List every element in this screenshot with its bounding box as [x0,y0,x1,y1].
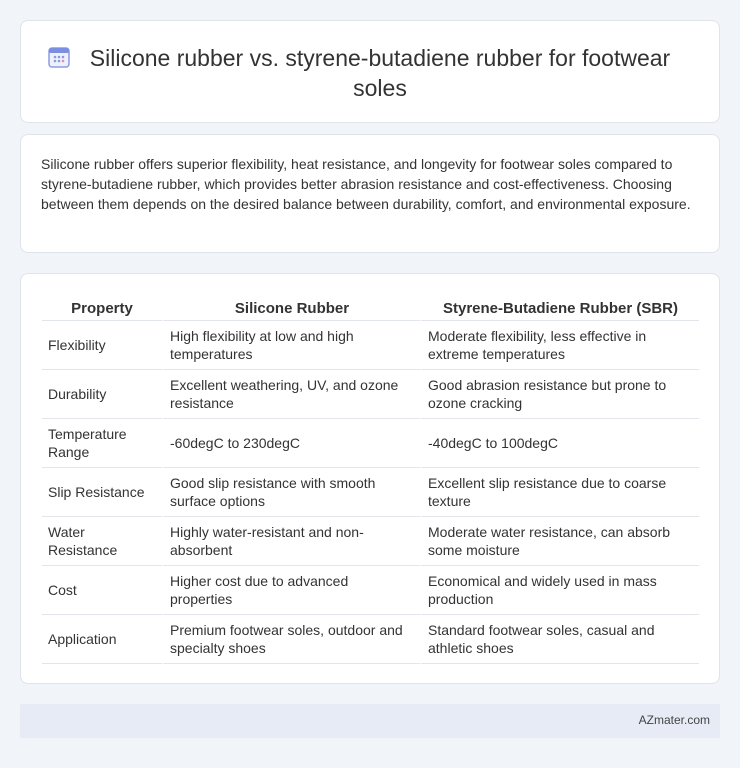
table-row [42,370,699,419]
property-cell: Durability [42,370,162,419]
table-row [42,615,699,664]
table-row [42,468,699,517]
table-header-row [42,294,699,321]
property-cell: Water Resistance [42,517,162,566]
silicone-cell: Good slip resistance with smooth surface options [162,468,420,517]
sbr-cell: Good abrasion resistance but prone to ozone cracking [420,370,699,419]
sbr-cell: Moderate water resistance, can absorb some moisture [420,517,699,566]
comparison-table-card [20,273,720,684]
silicone-cell: High flexibility at low and high temperatures [162,321,420,370]
column-header-silicone: Silicone Rubber [162,294,420,321]
summary-card [20,134,720,253]
sbr-cell: -40degC to 100degC [420,419,699,468]
comparison-table [42,294,699,664]
table-row [42,566,699,615]
table-row [42,419,699,468]
silicone-cell: Highly water-resistant and non-absorbent [162,517,420,566]
summary-text: Silicone rubber offers superior flexibility, heat resistance, and longevity for footwear soles compared to styrene-butadiene rubber, which provides better abrasion resistance and cost-effectiveness. Choosing between them depends on the desired balance between durability, comfort, and environmental exposure. [41,156,691,212]
column-header-sbr: Styrene-Butadiene Rubber (SBR) [420,294,699,321]
property-cell: Application [42,615,162,664]
sbr-cell: Standard footwear soles, casual and athletic shoes [420,615,699,664]
sbr-cell: Moderate flexibility, less effective in extreme temperatures [420,321,699,370]
silicone-cell: Premium footwear soles, outdoor and specialty shoes [162,615,420,664]
title-card [20,20,720,123]
silicone-cell: Higher cost due to advanced properties [162,566,420,615]
column-header-property: Property [42,294,162,321]
silicone-cell: -60degC to 230degC [162,419,420,468]
page-title: Silicone rubber vs. styrene-butadiene rubber for footwear soles [89,45,671,101]
property-cell: Temperature Range [42,419,162,468]
property-cell: Cost [42,566,162,615]
footer-brand[interactable]: AZmater.com [638,713,710,727]
sbr-cell: Economical and widely used in mass production [420,566,699,615]
table-row [42,517,699,566]
property-cell: Slip Resistance [42,468,162,517]
footer-bar [20,704,720,738]
table-row [42,321,699,370]
sbr-cell: Excellent slip resistance due to coarse texture [420,468,699,517]
silicone-cell: Excellent weathering, UV, and ozone resistance [162,370,420,419]
property-cell: Flexibility [42,321,162,370]
